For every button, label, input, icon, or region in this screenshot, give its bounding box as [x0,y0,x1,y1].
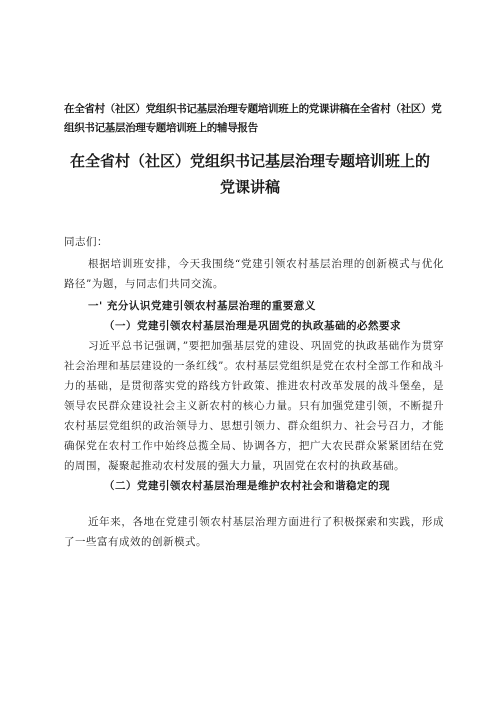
intro-paragraph: 根据培训班安排，今天我围绕“党建引领农村基层治理的创新模式与优化路径”为题，与同志们共同交流。 [64,258,444,290]
salutation: 同志们： [64,236,108,248]
document-body [64,232,444,552]
main-title-line-2: 党课讲稿 [219,178,280,196]
section-1-heading: 一' 充分认识党建引领农村基层治理的重要意义 [88,300,316,312]
main-title-line-1: 在全省村（社区）党组织书记基层治理专题培训班上的 [69,152,430,170]
paragraph-2: 近年来，各地在党建引领农村基层治理方面进行了积极探索和实践，形成了一些富有成效的创新模式。 [64,516,444,548]
subsection-1-heading: （一）党建引领农村基层治理是巩固党的执政基础的必然要求 [104,320,401,332]
subsection-2-heading: （二）党建引领农村基层治理是维护农村社会和谐稳定的现 [104,480,390,492]
document-header: 在全省村（社区）党组织书记基层治理专题培训班上的党课讲稿在全省村（社区）党组织书记基层治理专题培训班上的辅导报告 [64,103,442,134]
main-title [40,148,460,200]
paragraph-1: 习近平总书记强调，”要把加强基层党的建设、巩固党的执政基础作为贯穿社会治理和基层建设的一条红线”。农村基层党组织是党在农村全部工作和战斗力的基础，是贯彻落实党的路线方针政策、推进农村改革发展的战斗堡垒，是领导农民群众建设社会主义新农村的核心力量。只有加强党建引领，不断提升农村基层党组织的政治领导力、思想引领力、群众组织力、社会号召力，才能确保党在农村工作中始终总揽全局、协调各方，把广大农民群众紧紧团结在党的周围，凝聚起推动农村发展的强大力量，巩固党在农村的执政基础。 [64,340,444,472]
